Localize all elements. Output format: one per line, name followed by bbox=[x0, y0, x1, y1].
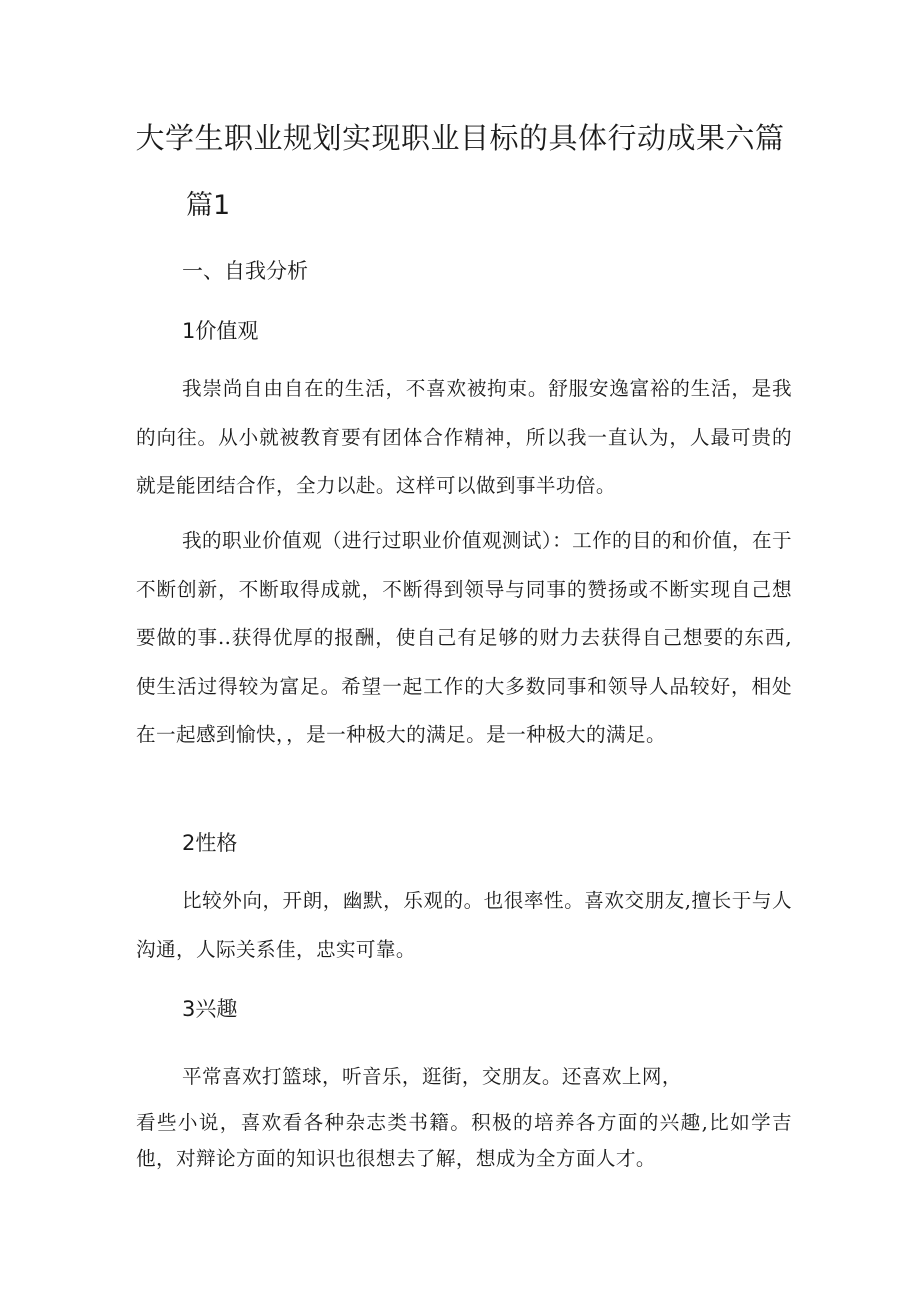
subheading-interests: 3兴趣 bbox=[182, 997, 238, 1021]
interests-paragraph-1: 平常喜欢打篮球，听音乐，逛街，交朋友。还喜欢上网， bbox=[182, 1065, 682, 1088]
personality-paragraph: 比较外向，开朗，幽默，乐观的。也很率性。喜欢交朋友,擅长于与人沟通，人际关系佳，忠实可靠。 bbox=[136, 889, 792, 961]
values-paragraph-1: 我崇尚自由自在的生活，不喜欢被拘束。舒服安逸富裕的生活，是我的向往。从小就被教育要有团体合作精神，所以我一直认为，人最可贵的就是能团结合作，全力以赴。这样可以做到事半功倍。 bbox=[136, 377, 792, 498]
interests-paragraph-2: 看些小说，喜欢看各种杂志类书籍。积极的培养各方面的兴趣,比如学吉他，对辩论方面的知识也很想去了解，想成为全方面人才。 bbox=[136, 1111, 792, 1170]
subheading-values: 1价值观 bbox=[182, 319, 259, 343]
subheading-personality: 2性格 bbox=[182, 831, 238, 855]
document-title: 大学生职业规划实现职业目标的具体行动成果六篇 bbox=[135, 121, 785, 155]
section-heading-self-analysis: 一、自我分析 bbox=[182, 259, 308, 283]
chapter-heading: 篇1 bbox=[186, 190, 231, 221]
values-paragraph-2: 我的职业价值观（进行过职业价值观测试）：工作的目的和价值，在于不断创新，不断取得成就，不断得到领导与同事的赞扬或不断实现自己想要做的事..获得优厚的报酬，使自己有足够的财力去获得自己想要的东西,使生活过得较为富足。希望一起工作的大多数同事和领导人品较好，相处在一起感到愉快，，是一种极大的满足。是一种极大的满足。 bbox=[136, 529, 793, 747]
